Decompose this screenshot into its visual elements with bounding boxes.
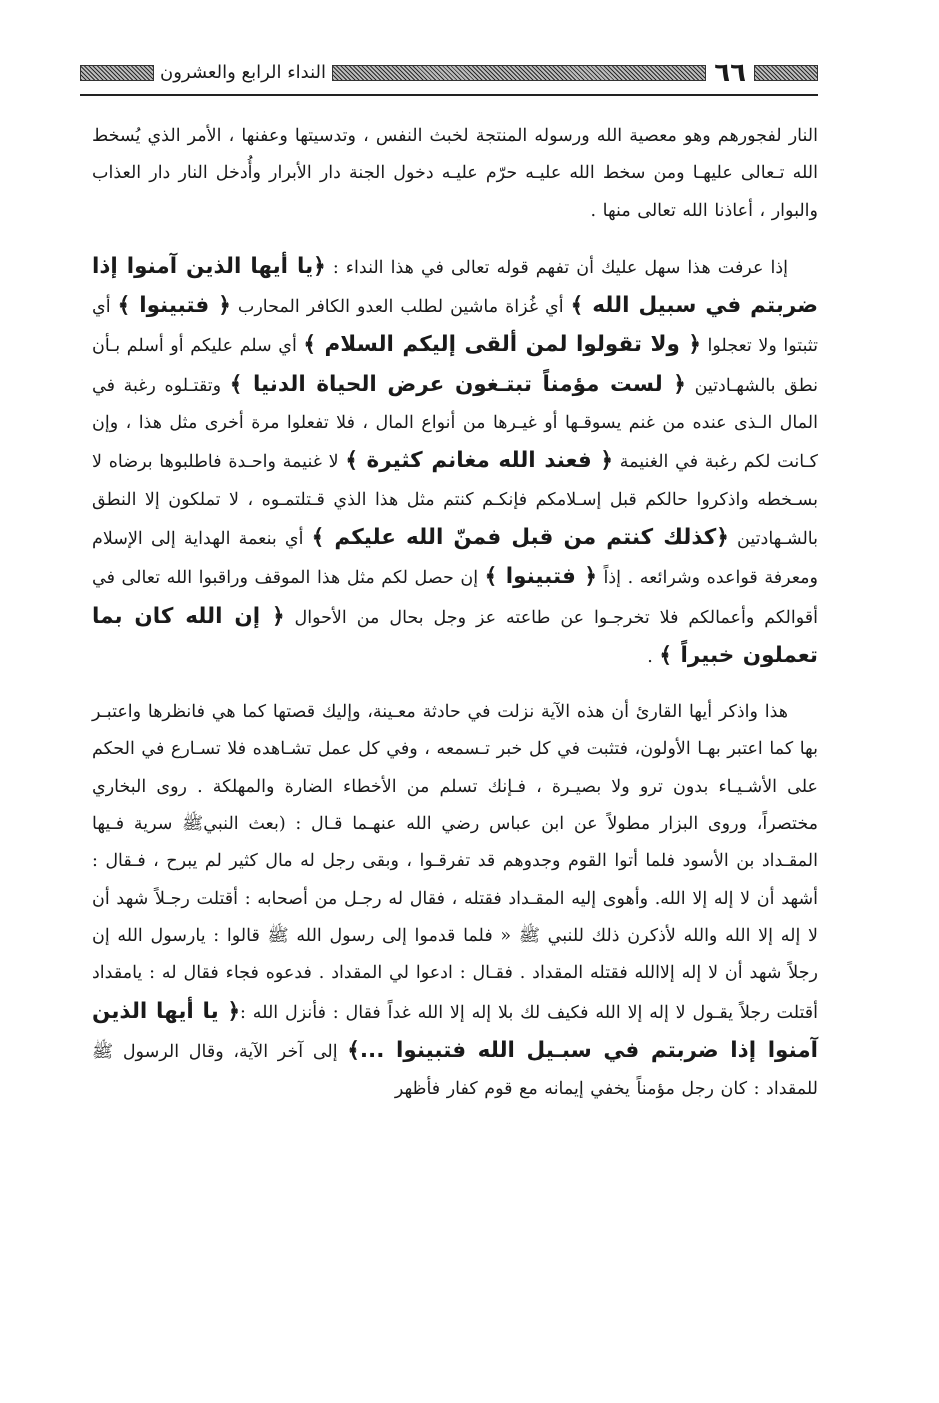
body-text: وتقتـلوه رغبة في المال الـذى عنده من غنم يسوقـها أو غيـرها من أنواع المال ، فلا تفعلوا مرة أخرى مثل هذا ، وإن كـانت لكم رغبة في الغنيمة (92, 375, 818, 473)
header-ornament-bar (754, 65, 818, 81)
paragraph (92, 118, 818, 230)
quran-quote: ﴿ فتبينوا ﴾ (484, 564, 597, 590)
paragraph (92, 248, 818, 676)
quran-quote: ﴿ يا أيها الذين آمنوا إذا ضربتم في سبـيل الله فتبينوا ...﴾ (92, 998, 818, 1063)
header-rule (80, 94, 818, 96)
quran-quote: ﴿ فعند الله مغانم كثيرة ﴾ (345, 448, 613, 474)
body-text: . (647, 646, 660, 667)
running-title: النداء الرابع والعشرون (160, 62, 327, 83)
body-text: إن حصل لكم مثل هذا الموقف وراقبوا الله تعالى في أقوالكم وأعمالكم فلا تخرجـوا عن طاعته عز وجل بحال من الأحوال (92, 568, 818, 628)
body-text: إلى آخر الآية، وقال الرسول ﷺ للمقداد : كان رجل مؤمناً يخفي إيمانه مع قوم كفار فأظهر (92, 1041, 818, 1100)
body-text: أي سلم عليكم أو أسلم بـأن نطق بالشهـادتين (92, 336, 818, 396)
quran-quote: ﴿ لست مؤمناً تبتـغون عرض الحياة الدنيا ﴾ (229, 371, 686, 397)
quran-quote: ﴿ فتبينوا ﴾ (117, 293, 231, 319)
quran-quote: ﴿كذلك كنتم من قبل فمنّ الله عليكم ﴾ (311, 524, 729, 550)
body-text: أي غُزاة ماشين لطلب العدو الكافر المحارب (230, 297, 571, 318)
quran-quote: ﴿ إن الله كان بما تعملون خبيراً ﴾ (92, 603, 818, 668)
page-number: ٦٦ (714, 58, 746, 88)
quran-quote: ﴿ ولا تقولوا لمن ألقى إليكم السلام ﴾ (303, 332, 701, 358)
header-ornament-bar (332, 65, 706, 81)
page-body (92, 118, 818, 1108)
body-text: النار لفجورهم وهو معصية الله ورسوله المنتجة لخبث النفس ، وتدسيتها وعفنها ، الأمر الذي يُسخط الله تـعالى عليهـا ومن سخط الله عليـه حرّم عليـه دخول الجنة دار الأبرار وأُدخل النار دار العذاب والبوار ، أعاذنا الله تعالى منها . (92, 126, 818, 221)
body-text: أي بنعمة الهداية إلى الإسلام ومعرفة قواعده وشرائعه . إذاً (92, 528, 818, 589)
page-header (80, 56, 818, 90)
header-ornament-bar (80, 65, 154, 81)
quran-quote: ﴿يا أيها الذين آمنوا إذا ضربتم في سبيل الله ﴾ (92, 253, 819, 319)
body-text: هذا واذكر أيها القارئ أن هذه الآية نزلت في حادثة معـينة، وإليك قصتها كما هي فانظرها واعتبـر بها كما اعتبر بهـا الأولون، فتثبت في كل خبر تـسمعه ، وفي كل عمل تشـاهده فلا تسـارع في الحكم على الأشـيـاء بدون ترو ولا بصيـرة ، فـإنك تسلم من الأخطاء الضارة والمهلكة . روى البخاري مختصراً، وروى البزار مطولاً عن ابن عباس رضي الله عنهـما قـال : (بعث النبيﷺ سرية فـيها المقـداد بن الأسود فلما أتوا القوم وجدوهم قد تفرقـوا ، وبقى رجل له مال كثير لم يبرح ، فـقال : أشهد أن لا إله إلا الله. وأهوى إليه المقـداد فقتله ، فقال له رجـل من أصحابه : أقتلت رجـلاً شهد أن لا إله إلا الله والله لأذكرن ذلك للنبي ﷺ « فلما قدموا إلى رسول الله ﷺ قالوا : يارسول الله إن رجلاً شهد أن لا إله إلاالله فقتله المقداد . فقـال : ادعوا لي المقداد . فدعوه فجاء فقال له : يامقداد أقتلت رجلاً يقـول لا إله إلا الله فكيف لك بلا إله إلا الله غداً فقال : فأنزل الله : (92, 702, 818, 1023)
paragraph (92, 694, 818, 1108)
body-text: إذا عرفت هذا سهل عليك أن تفهم قوله تعالى في هذا النداء : (325, 257, 788, 278)
body-text: لا غنيمة واحـدة فاطلبوها برضاه لا بسـخطه واذكروا حالكم قبل إسـلامكم فإنكـم كنتم مثل هذا الذي قـتلتمـوه ، لا تملكون إلا النطق بالشـهادتين (92, 452, 818, 549)
body-text: أي تثبتوا ولا تعجلوا (92, 297, 819, 357)
